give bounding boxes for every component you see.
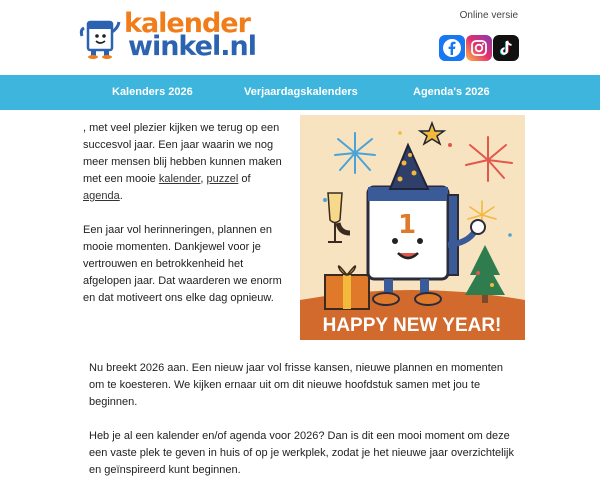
nav-item-kalenders-2026[interactable]: Kalenders 2026 [112, 86, 193, 98]
intro-text-start: , met veel plezier kijken we terug op een succesvol jaar. Een jaar waarin we nog meer mensen blij hebben kunnen maken met een mooie [83, 122, 282, 185]
link-puzzel[interactable]: puzzel [206, 173, 239, 185]
instagram-icon[interactable] [466, 35, 492, 61]
nav-item-verjaardagskalenders[interactable]: Verjaardagskalenders [244, 86, 358, 98]
body-paragraph-2: Heb je al een kalender en/of agenda voor 2026? Dan is dit een mooi moment om deze een vaste plek te geven in huis of op je werkplek, zodat je het nieuwe jaar overzichtelijk en geïnspireerd kunt beginnen. [89, 430, 514, 476]
link-kalender[interactable]: kalender [158, 173, 201, 185]
intro-separator-2: of [238, 173, 251, 185]
kalenderwinkel-logo[interactable] [78, 8, 258, 62]
intro-separator-1: , [200, 173, 207, 185]
happy-new-year-illustration [300, 115, 525, 340]
happy-new-year-caption: HAPPY NEW YEAR! [322, 315, 502, 336]
tiktok-icon[interactable] [493, 35, 519, 61]
intro-paragraph-1 [83, 120, 293, 205]
intro-paragraph-2: Een jaar vol herinneringen, plannen en mooie momenten. Dankjewel voor je vertrouwen en betrokkenheid het afgelopen jaar. Dat waarderen we enorm en dat motiveert ons elke dag opnieuw. [83, 224, 282, 304]
facebook-icon[interactable] [439, 35, 465, 61]
intro-text [83, 120, 293, 324]
intro-text-end: . [119, 190, 123, 202]
calendar-mascot-icon [78, 16, 122, 60]
body-paragraph-1: Nu breekt 2026 aan. Een nieuw jaar vol frisse kansen, nieuwe plannen en momenten om te koesteren. We kijken ernaar uit om dit nieuwe hoofdstuk samen met jou te beginnen. [89, 362, 503, 408]
logo-line-1: kalender [124, 8, 250, 39]
logo-line-2: winkel.nl [128, 31, 256, 62]
calendar-digit: 1 [398, 210, 417, 240]
main-nav [0, 75, 600, 110]
body-text [89, 360, 514, 496]
email-header [0, 0, 600, 75]
link-agenda[interactable]: agenda [83, 190, 120, 202]
logo-wordmark [124, 8, 256, 62]
online-version-link[interactable]: Online versie [459, 10, 518, 21]
nav-item-agendas-2026[interactable]: Agenda's 2026 [413, 86, 490, 98]
